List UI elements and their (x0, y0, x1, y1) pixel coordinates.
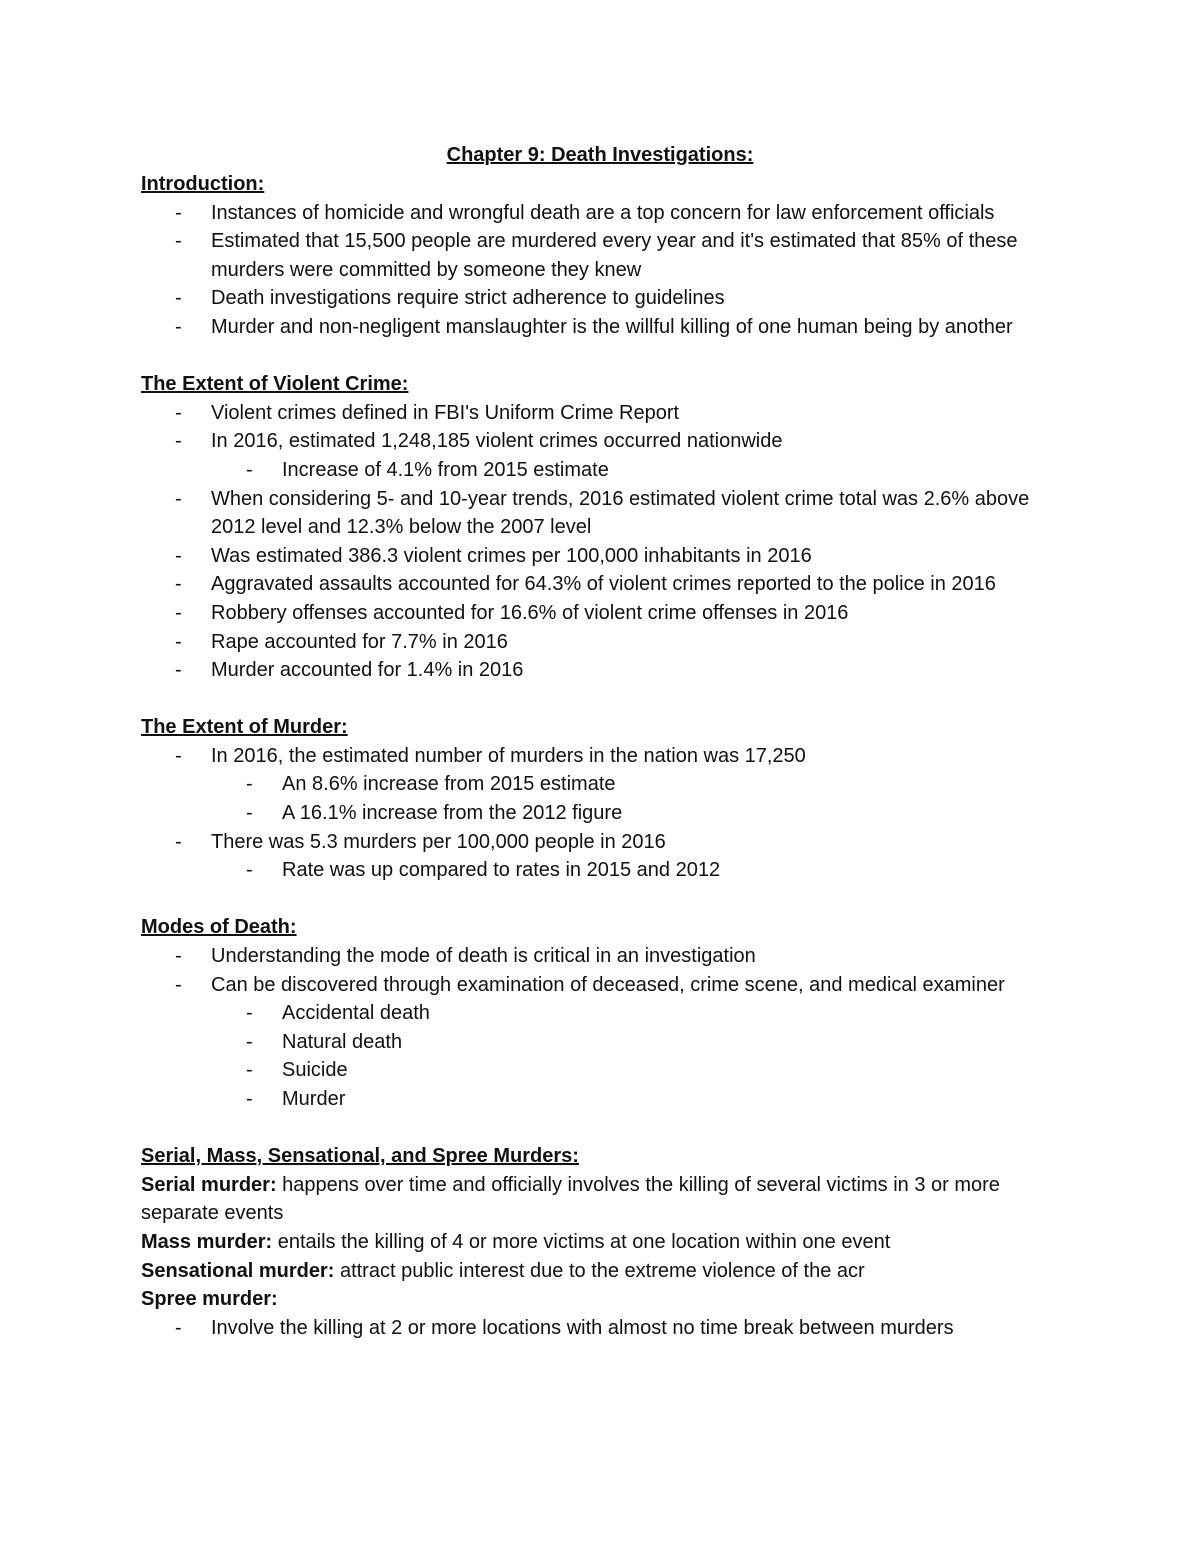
definition-mass-murder (141, 1228, 1071, 1257)
sub-list-item: - Natural death (141, 1028, 1071, 1057)
section-heading-introduction: Introduction: (141, 173, 265, 195)
definition-text: entails the killing of 4 or more victims at one location within one event (272, 1230, 891, 1253)
list-item: - Murder accounted for 1.4% in 2016 (141, 656, 1071, 685)
list-item: - Instances of homicide and wrongful death are a top concern for law enforcement officials (141, 199, 1071, 228)
list-item: - Involve the killing at 2 or more locations with almost no time break between murders (141, 1314, 1071, 1343)
sub-list-item: - Rate was up compared to rates in 2015 and 2012 (141, 856, 1071, 885)
list-item: - Aggravated assaults accounted for 64.3% of violent crimes reported to the police in 2016 (141, 570, 1071, 599)
violent-crime-list (141, 399, 1071, 685)
sub-list-item: - Murder (141, 1085, 1071, 1114)
list-item: - When considering 5- and 10-year trends, 2016 estimated violent crime total was 2.6% above 2012 level and 12.3% below the 2007 level (141, 485, 1071, 542)
sub-list-item: - A 16.1% increase from the 2012 figure (141, 799, 1071, 828)
term-mass-murder: Mass murder: (141, 1230, 273, 1253)
extent-of-murder-list (141, 742, 1071, 885)
list-item: - Death investigations require strict adherence to guidelines (141, 284, 1071, 313)
definition-text: happens over time and officially involves the killing of several victims in 3 or more separate events (141, 1173, 1000, 1225)
list-item: - Rape accounted for 7.7% in 2016 (141, 628, 1071, 657)
sub-list-item: - An 8.6% increase from 2015 estimate (141, 770, 1071, 799)
section-heading-violent-crime: The Extent of Violent Crime: (141, 373, 409, 396)
document-body (141, 170, 1071, 1342)
definition-sensational-murder (141, 1257, 1071, 1286)
modes-of-death-list (141, 942, 1071, 1114)
list-item: - Understanding the mode of death is critical in an investigation (141, 942, 1071, 971)
spree-murder-list (141, 1314, 1071, 1343)
term-sensational-murder: Sensational murder: (141, 1259, 335, 1282)
section-heading-modes-of-death: Modes of Death: (141, 916, 297, 939)
section-heading-murder-types: Serial, Mass, Sensational, and Spree Murders: (141, 1145, 579, 1168)
definition-spree-murder (141, 1285, 1071, 1314)
spacer (141, 1114, 1071, 1143)
list-item: - In 2016, estimated 1,248,185 violent crimes occurred nationwide (141, 427, 1071, 456)
page-title: Chapter 9: Death Investigations: (446, 144, 754, 166)
term-spree-murder: Spree murder: (141, 1288, 278, 1311)
section-heading-extent-of-murder: The Extent of Murder: (141, 716, 348, 739)
list-item: - Was estimated 386.3 violent crimes per 100,000 inhabitants in 2016 (141, 542, 1071, 571)
spacer (141, 885, 1071, 914)
sub-list-item: - Suicide (141, 1056, 1071, 1085)
list-item: - In 2016, the estimated number of murders in the nation was 17,250 (141, 742, 1071, 771)
spacer (141, 342, 1071, 371)
list-item: - Violent crimes defined in FBI's Uniform Crime Report (141, 399, 1071, 428)
definition-text: attract public interest due to the extreme violence of the acr (334, 1259, 865, 1282)
list-item: - Estimated that 15,500 people are murdered every year and it's estimated that 85% of these murders were committed by someone they knew (141, 227, 1071, 284)
spacer (141, 685, 1071, 714)
list-item: - There was 5.3 murders per 100,000 people in 2016 (141, 828, 1071, 857)
sub-list-item: - Accidental death (141, 999, 1071, 1028)
definition-serial-murder (141, 1171, 1071, 1228)
list-item: - Murder and non-negligent manslaughter is the willful killing of one human being by another (141, 313, 1071, 342)
list-item: - Can be discovered through examination of deceased, crime scene, and medical examiner (141, 971, 1071, 1000)
introduction-list (141, 199, 1071, 342)
sub-list-item: - Increase of 4.1% from 2015 estimate (141, 456, 1071, 485)
term-serial-murder: Serial murder: (141, 1173, 277, 1196)
list-item: - Robbery offenses accounted for 16.6% of violent crime offenses in 2016 (141, 599, 1071, 628)
